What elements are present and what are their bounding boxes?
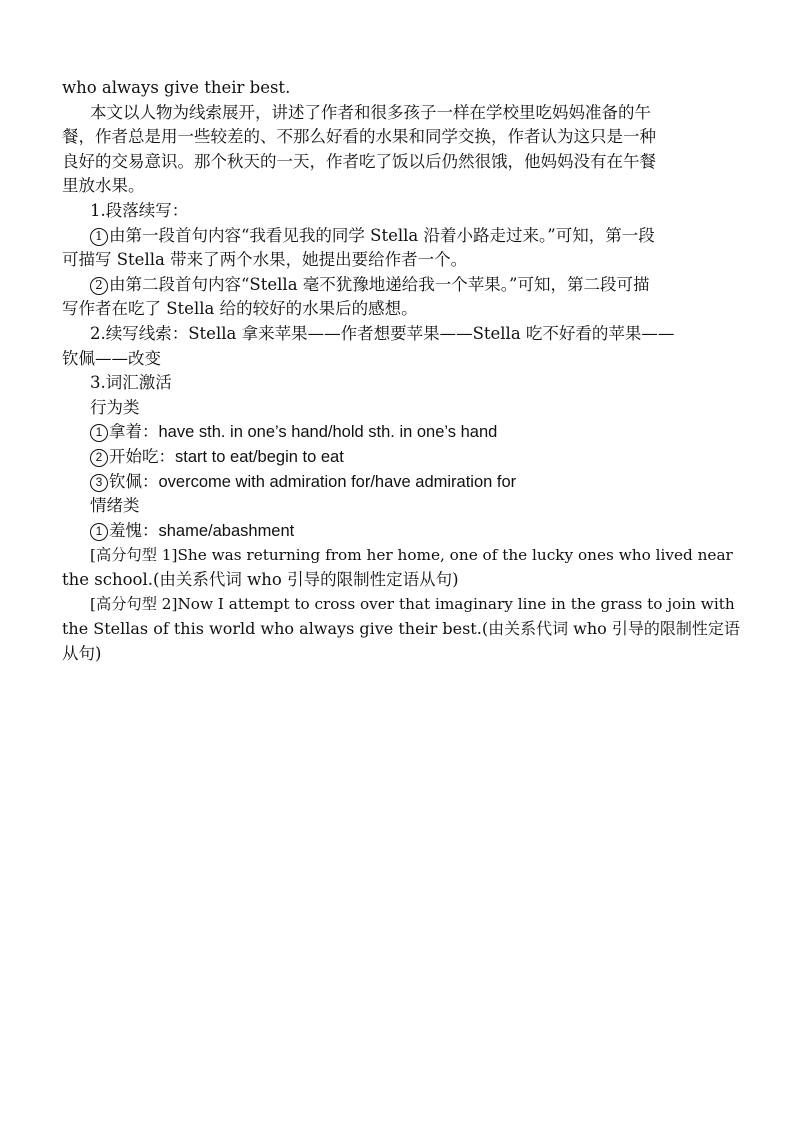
list-item-text: 由第一段首句内容“我看见我的同学 Stella 沿着小路走过来。”可知，第一段 [109,225,655,245]
text-line: the school.(由关系代词 who 引导的限制性定语从句) [62,569,459,589]
circled-number-marker: 2 [90,277,108,295]
vocab-text: 羞愧：shame/abashment [109,521,295,540]
circled-number-marker: 1 [90,424,108,442]
text-line: 良好的交易意识。那个秋天的一天，作者吃了饭以后仍然很饿，他妈妈没有在午餐 [62,151,656,171]
vocab-item [62,420,742,445]
text-line: the Stellas of this world who always give their best.(由关系代词 who 引导的限制性定语 [62,619,740,639]
category-label: 行为类 [90,397,140,417]
text-line: 钦佩——改变 [62,348,161,368]
text-line: who always give their best. [62,78,291,97]
circled-number-marker: 3 [90,474,108,492]
text-line: 可描写 Stella 带来了两个水果，她提出要给作者一个。 [62,250,468,270]
section-heading: 2.续写线索：Stella 拿来苹果——作者想要苹果——Stella 吃不好看的苹果—— [90,323,675,343]
vocab-text: 拿着：have sth. in one’s hand/hold sth. in one’s hand [109,423,498,442]
sentence-pattern-line: [高分句型 1]She was returning from her home, one of the lucky ones who lived near [90,546,733,565]
section-heading: 1.段落续写： [90,200,189,220]
text-line: 从句) [62,643,102,663]
category-label: 情绪类 [90,496,140,516]
vocab-item [62,445,742,470]
text-line: 写作者在吃了 Stella 给的较好的水果后的感想。 [62,299,418,319]
text-line: 里放水果。 [62,176,145,196]
vocab-text: 开始吃：start to eat/begin to eat [109,447,344,466]
circled-number-marker: 1 [90,523,108,541]
text-line: 本文以人物为线索展开，讲述了作者和很多孩子一样在学校里吃妈妈准备的午 [90,102,651,122]
circled-number-marker: 2 [90,449,108,467]
vocab-item [62,519,742,544]
section-heading: 3.词汇激活 [90,373,172,393]
text-line: 餐，作者总是用一些较差的、不那么好看的水果和同学交换，作者认为这只是一种 [62,127,656,147]
document-body [62,76,742,666]
vocab-item [62,470,742,495]
list-item [62,224,742,249]
vocab-text: 钦佩：overcome with admiration for/have admiration for [109,472,517,491]
list-item [62,273,742,298]
sentence-pattern-line: [高分句型 2]Now I attempt to cross over that imaginary line in the grass to join with [90,595,735,614]
circled-number-marker: 1 [90,228,108,246]
list-item-text: 由第二段首句内容“Stella 毫不犹豫地递给我一个苹果。”可知，第二段可描 [109,274,650,294]
